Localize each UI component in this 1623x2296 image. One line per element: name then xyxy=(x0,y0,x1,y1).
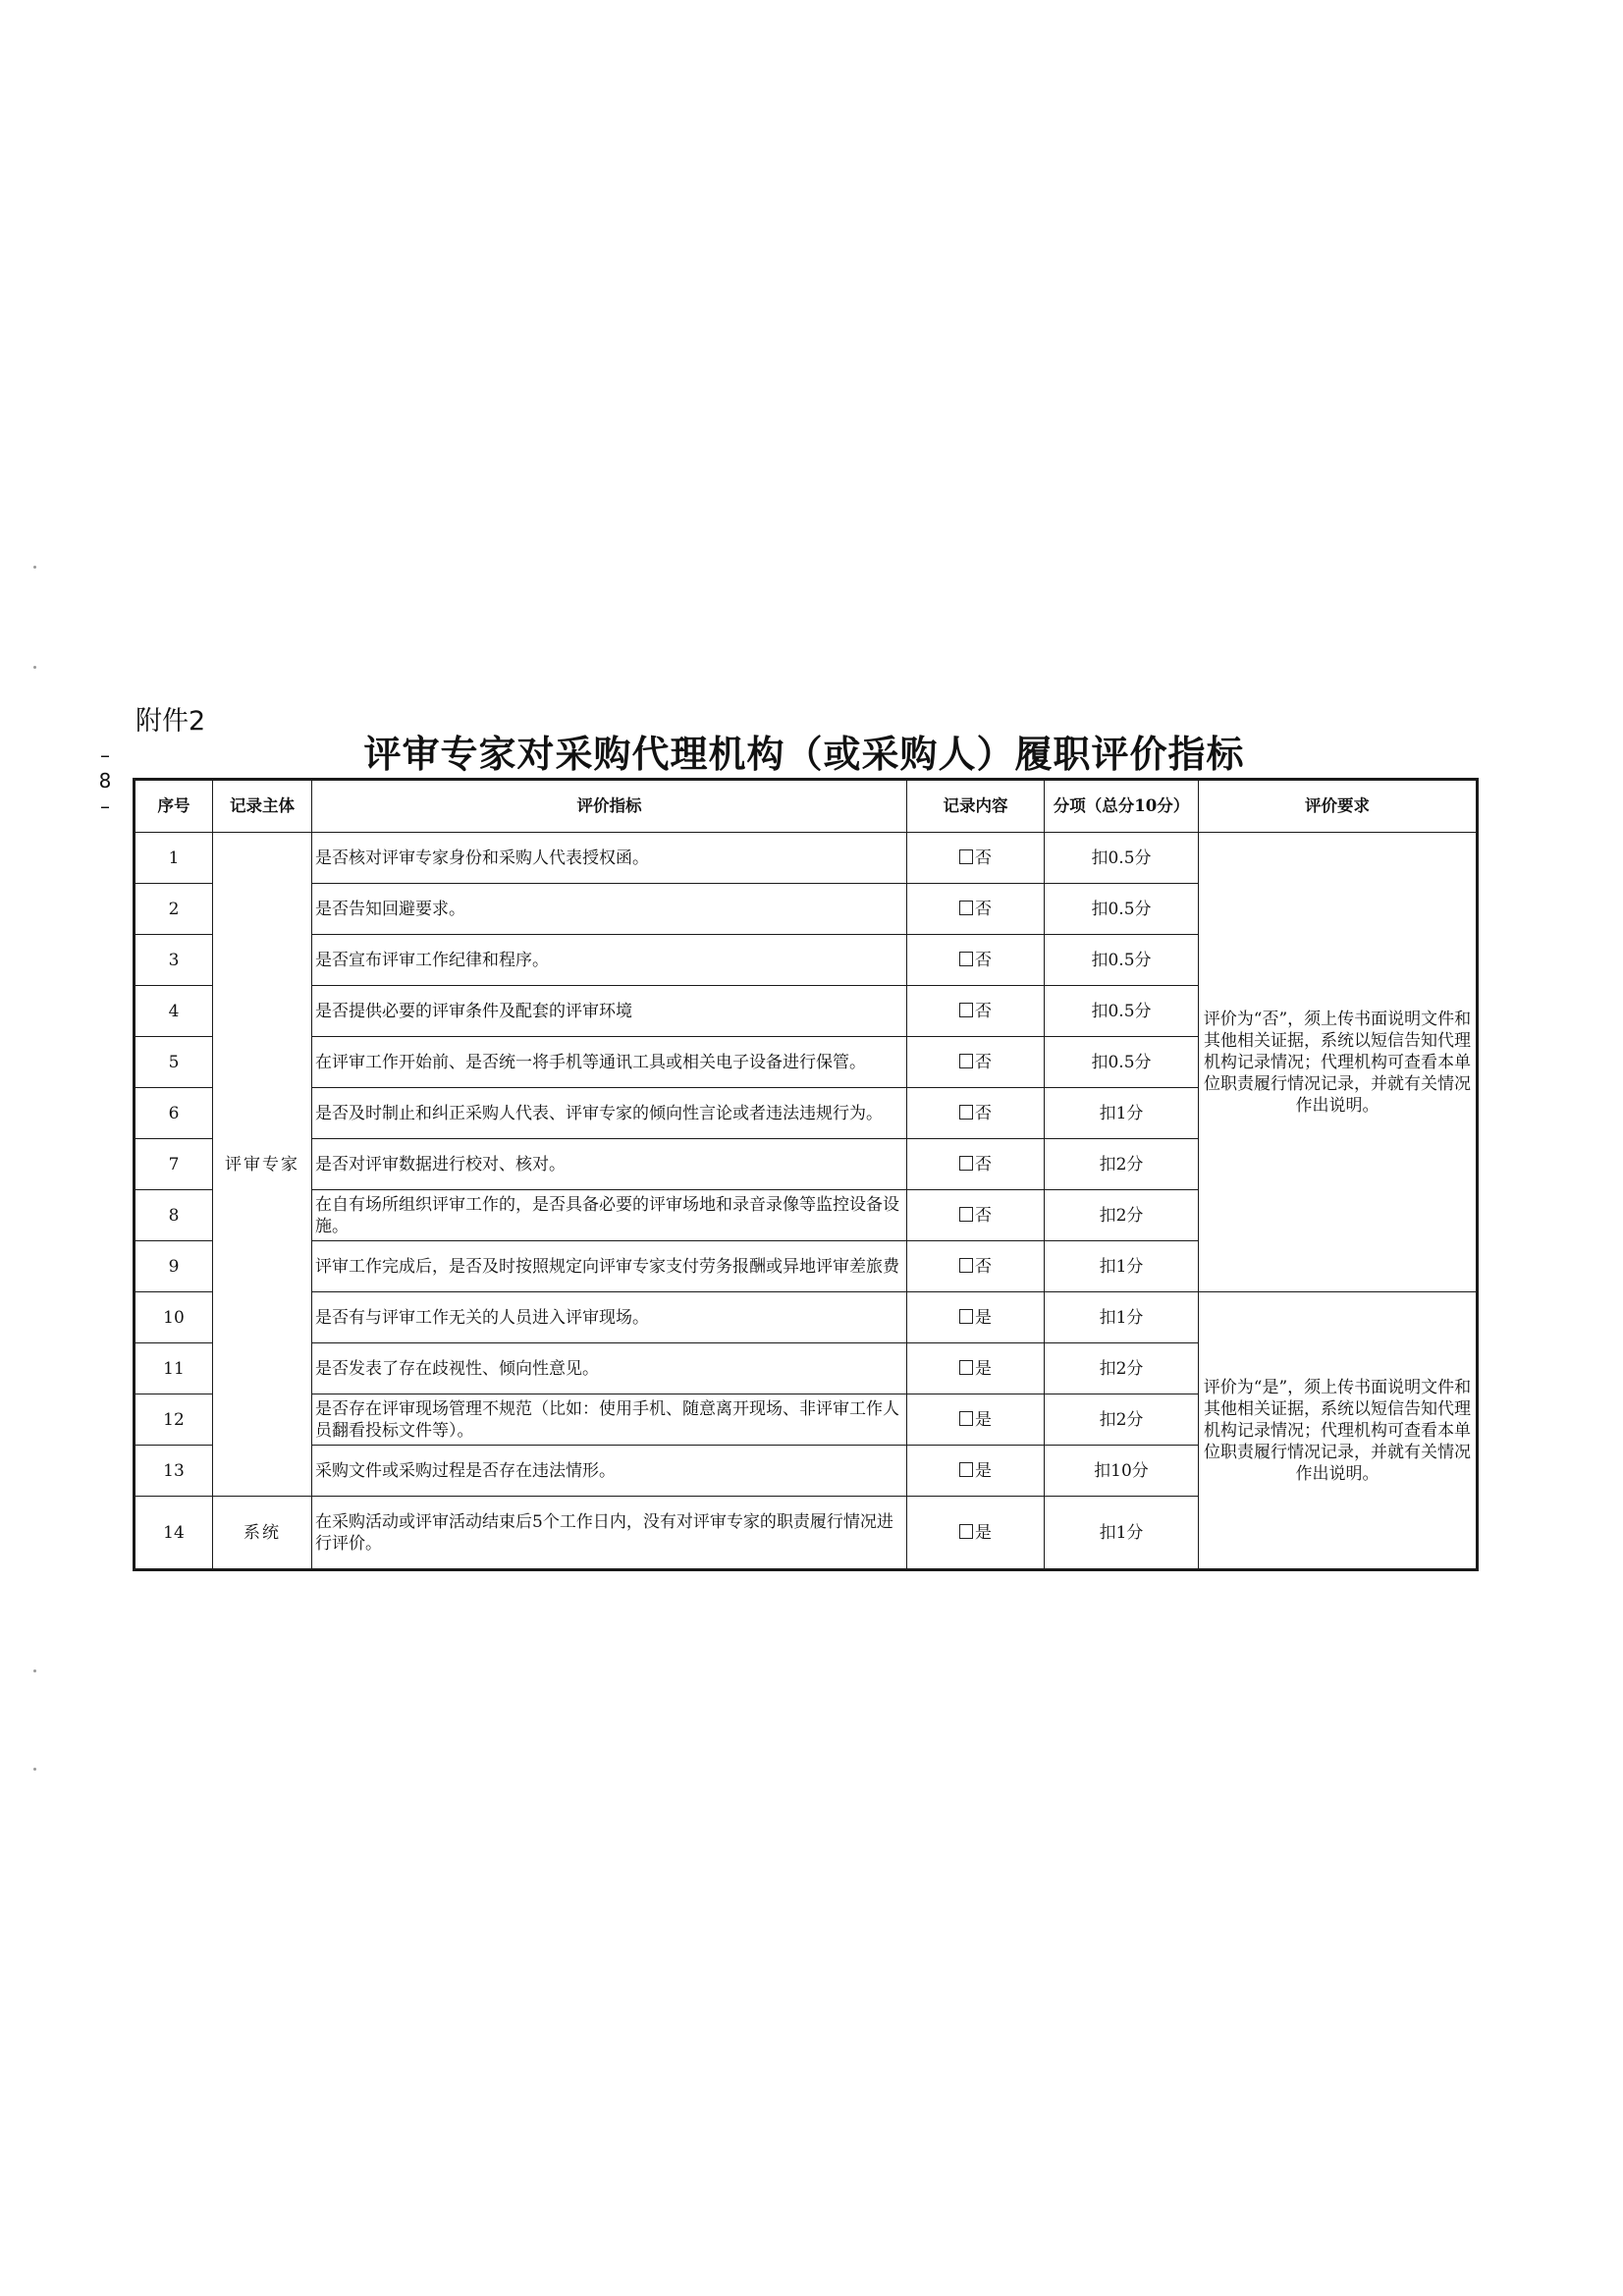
row-score: 扣10分 xyxy=(1045,1446,1199,1497)
table-header-row xyxy=(135,780,1478,833)
row-seq: 7 xyxy=(135,1139,213,1190)
row-record xyxy=(907,1343,1045,1394)
page-number-dash-top: – xyxy=(100,743,110,767)
row-indicator: 是否发表了存在歧视性、倾向性意见。 xyxy=(312,1343,907,1394)
record-option: 否 xyxy=(975,899,992,919)
scan-speck xyxy=(33,666,36,669)
row-record xyxy=(907,1394,1045,1446)
row-seq: 2 xyxy=(135,884,213,935)
checkbox-icon[interactable] xyxy=(959,849,973,864)
record-option: 是 xyxy=(975,1409,992,1430)
record-option: 是 xyxy=(975,1460,992,1481)
row-indicator: 在采购活动或评审活动结束后5个工作日内，没有对评审专家的职责履行情况进行评价。 xyxy=(312,1497,907,1570)
checkbox-icon[interactable] xyxy=(959,1309,973,1324)
row-indicator: 是否告知回避要求。 xyxy=(312,884,907,935)
record-option: 否 xyxy=(975,1103,992,1123)
row-indicator: 是否对评审数据进行校对、核对。 xyxy=(312,1139,907,1190)
record-option: 否 xyxy=(975,1001,992,1021)
checkbox-icon[interactable] xyxy=(959,1156,973,1171)
row-score: 扣0.5分 xyxy=(1045,1037,1199,1088)
record-option: 否 xyxy=(975,1154,992,1175)
row-record xyxy=(907,1292,1045,1343)
row-seq: 4 xyxy=(135,986,213,1037)
row-record xyxy=(907,1446,1045,1497)
row-score: 扣1分 xyxy=(1045,1241,1199,1292)
row-record xyxy=(907,1497,1045,1570)
record-option: 是 xyxy=(975,1307,992,1328)
record-option: 是 xyxy=(975,1522,992,1543)
row-seq: 5 xyxy=(135,1037,213,1088)
record-option: 否 xyxy=(975,1256,992,1277)
record-option: 否 xyxy=(975,1205,992,1226)
row-record xyxy=(907,1241,1045,1292)
checkbox-icon[interactable] xyxy=(959,1411,973,1426)
scan-speck xyxy=(33,1669,36,1672)
row-indicator: 是否核对评审专家身份和采购人代表授权函。 xyxy=(312,833,907,884)
checkbox-icon[interactable] xyxy=(959,1258,973,1273)
row-seq: 1 xyxy=(135,833,213,884)
row-record xyxy=(907,1139,1045,1190)
row-record xyxy=(907,1190,1045,1241)
record-option: 否 xyxy=(975,950,992,970)
table-row xyxy=(135,1292,1478,1343)
row-score: 扣1分 xyxy=(1045,1497,1199,1570)
record-option: 否 xyxy=(975,1052,992,1072)
row-score: 扣0.5分 xyxy=(1045,986,1199,1037)
table-row xyxy=(135,833,1478,884)
row-seq: 8 xyxy=(135,1190,213,1241)
header-record: 记录内容 xyxy=(907,780,1045,833)
checkbox-icon[interactable] xyxy=(959,1003,973,1017)
row-record xyxy=(907,1037,1045,1088)
header-indicator: 评价指标 xyxy=(312,780,907,833)
evaluation-table xyxy=(133,778,1479,1571)
requirement-yes: 评价为“是”，须上传书面说明文件和其他相关证据，系统以短信告知代理机构记录情况；代理机构可查看本单位职责履行情况记录，并就有关情况作出说明。 xyxy=(1199,1292,1478,1570)
row-score: 扣2分 xyxy=(1045,1190,1199,1241)
row-seq: 3 xyxy=(135,935,213,986)
row-seq: 6 xyxy=(135,1088,213,1139)
row-seq: 10 xyxy=(135,1292,213,1343)
header-requirement: 评价要求 xyxy=(1199,780,1478,833)
scan-speck xyxy=(33,566,36,569)
document-title: 评审专家对采购代理机构（或采购人）履职评价指标 xyxy=(363,732,1245,776)
row-score: 扣0.5分 xyxy=(1045,833,1199,884)
page-number-value: 8 xyxy=(98,769,112,793)
scan-speck xyxy=(33,1768,36,1771)
header-seq: 序号 xyxy=(135,780,213,833)
page-number-dash-bottom: – xyxy=(100,794,110,818)
header-subject: 记录主体 xyxy=(213,780,312,833)
page-number xyxy=(93,742,117,819)
row-seq: 13 xyxy=(135,1446,213,1497)
checkbox-icon[interactable] xyxy=(959,1360,973,1375)
row-indicator: 是否及时制止和纠正采购人代表、评审专家的倾向性言论或者违法违规行为。 xyxy=(312,1088,907,1139)
row-seq: 11 xyxy=(135,1343,213,1394)
row-seq: 9 xyxy=(135,1241,213,1292)
requirement-no: 评价为“否”，须上传书面说明文件和其他相关证据，系统以短信告知代理机构记录情况；代理机构可查看本单位职责履行情况记录，并就有关情况作出说明。 xyxy=(1199,833,1478,1292)
row-score: 扣2分 xyxy=(1045,1394,1199,1446)
row-indicator: 采购文件或采购过程是否存在违法情形。 xyxy=(312,1446,907,1497)
row-score: 扣1分 xyxy=(1045,1088,1199,1139)
row-indicator: 评审工作完成后，是否及时按照规定向评审专家支付劳务报酬或异地评审差旅费 xyxy=(312,1241,907,1292)
header-score: 分项（总分10分） xyxy=(1045,780,1199,833)
row-record xyxy=(907,1088,1045,1139)
row-score: 扣2分 xyxy=(1045,1343,1199,1394)
row-score: 扣0.5分 xyxy=(1045,884,1199,935)
record-option: 否 xyxy=(975,847,992,868)
checkbox-icon[interactable] xyxy=(959,1207,973,1222)
attachment-label: 附件2 xyxy=(135,706,206,737)
row-record xyxy=(907,986,1045,1037)
row-indicator: 是否宣布评审工作纪律和程序。 xyxy=(312,935,907,986)
row-indicator: 是否有与评审工作无关的人员进入评审现场。 xyxy=(312,1292,907,1343)
row-score: 扣0.5分 xyxy=(1045,935,1199,986)
row-score: 扣2分 xyxy=(1045,1139,1199,1190)
checkbox-icon[interactable] xyxy=(959,901,973,915)
checkbox-icon[interactable] xyxy=(959,1524,973,1539)
checkbox-icon[interactable] xyxy=(959,1462,973,1477)
checkbox-icon[interactable] xyxy=(959,1105,973,1120)
row-score: 扣1分 xyxy=(1045,1292,1199,1343)
subject-system: 系统 xyxy=(213,1497,312,1570)
row-record xyxy=(907,935,1045,986)
row-indicator: 是否存在评审现场管理不规范（比如：使用手机、随意离开现场、非评审工作人员翻看投标文件等）。 xyxy=(312,1394,907,1446)
record-option: 是 xyxy=(975,1358,992,1379)
row-indicator: 在评审工作开始前、是否统一将手机等通讯工具或相关电子设备进行保管。 xyxy=(312,1037,907,1088)
checkbox-icon[interactable] xyxy=(959,1054,973,1068)
subject-expert: 评审专家 xyxy=(213,833,312,1497)
row-record xyxy=(907,884,1045,935)
row-seq: 12 xyxy=(135,1394,213,1446)
row-indicator: 是否提供必要的评审条件及配套的评审环境 xyxy=(312,986,907,1037)
row-indicator: 在自有场所组织评审工作的，是否具备必要的评审场地和录音录像等监控设备设施。 xyxy=(312,1190,907,1241)
checkbox-icon[interactable] xyxy=(959,952,973,966)
row-record xyxy=(907,833,1045,884)
row-seq: 14 xyxy=(135,1497,213,1570)
